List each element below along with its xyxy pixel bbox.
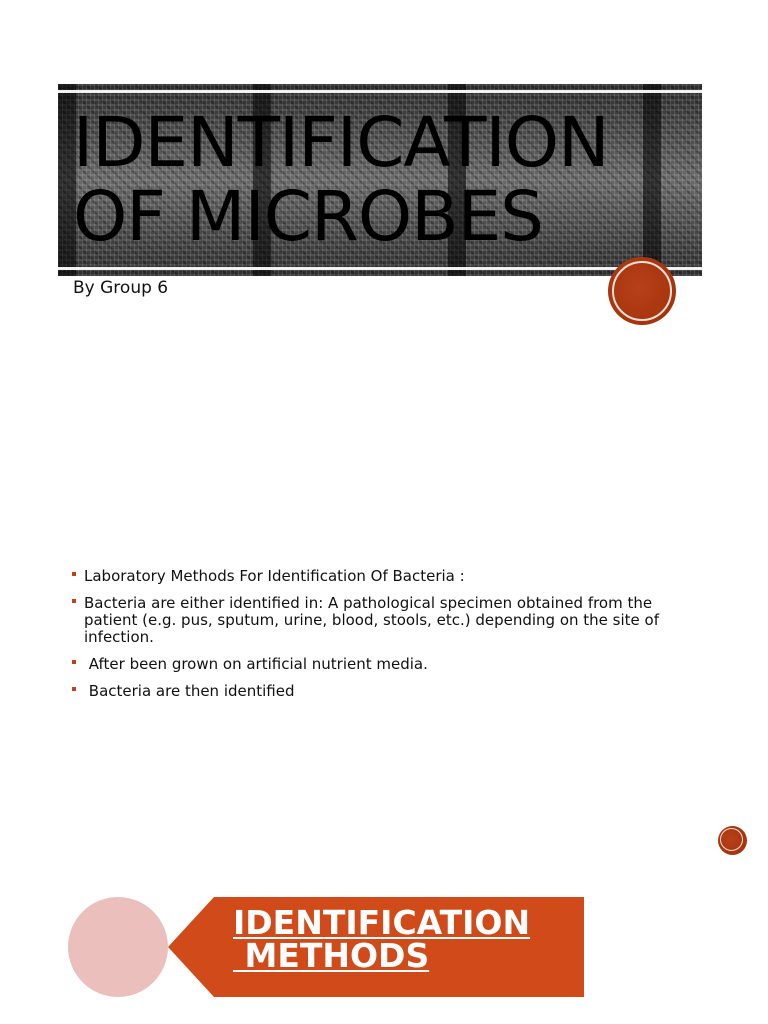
- bullet-marker: [72, 687, 76, 691]
- section-title: [233, 903, 531, 975]
- bullet-text: Bacteria are either identified in: A pathological specimen obtained from the patient (e.g. pus, sputum, urine, blood, stools, etc.) depending on the site of infection.: [84, 594, 659, 646]
- bullet-text: After been grown on artificial nutrient media.: [84, 655, 428, 673]
- slide-title: [73, 103, 609, 257]
- decorative-circle-large: [608, 257, 676, 325]
- list-item: [72, 595, 702, 646]
- banner-top-rule: [58, 90, 702, 93]
- list-item: [72, 656, 702, 673]
- section-pink-circle: [68, 897, 168, 997]
- circle-ring: [720, 828, 743, 851]
- circle-ring: [612, 261, 672, 321]
- banner-bottom-rule: [58, 267, 702, 270]
- section-title-line-2: METHODS: [233, 936, 430, 975]
- bullet-marker: [72, 660, 76, 664]
- slide-title-line-2: OF MICROBES: [73, 177, 543, 257]
- slide-title-line-1: IDENTIFICATION: [73, 103, 609, 183]
- bullet-text: Laboratory Methods For Identification Of Bacteria :: [84, 567, 465, 585]
- bullet-marker: [72, 572, 76, 576]
- bullet-text: Bacteria are then identified: [84, 682, 295, 700]
- list-item: [72, 683, 702, 700]
- bullet-marker: [72, 599, 76, 603]
- decorative-circle-small: [718, 826, 747, 855]
- section-title-line-1: IDENTIFICATION: [233, 903, 531, 942]
- list-item: [72, 568, 702, 585]
- slide-subtitle: By Group 6: [73, 278, 169, 298]
- bullet-list: [72, 568, 702, 710]
- title-banner: [58, 84, 702, 276]
